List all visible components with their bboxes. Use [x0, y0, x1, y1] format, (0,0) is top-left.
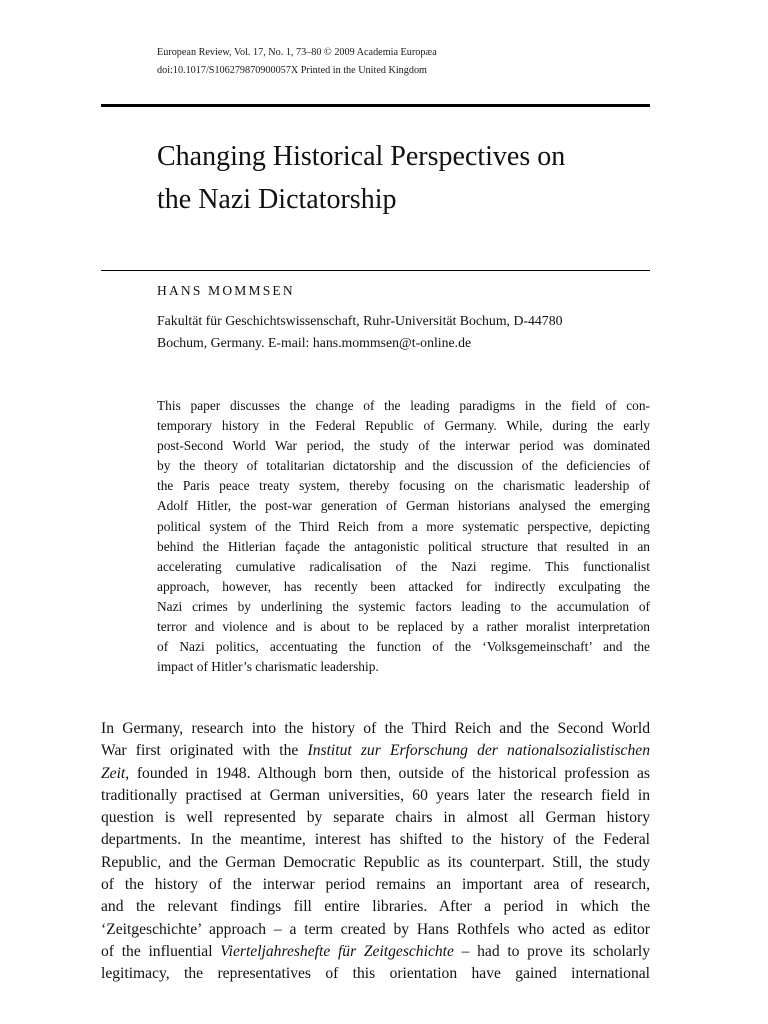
doi-line: doi:10.1017/S106279870900057X Printed in the United Kingdom [157, 65, 427, 76]
body-line [101, 740, 650, 762]
abstract-line: impact of Hitler’s charismatic leadership. [157, 659, 379, 675]
abstract-line: accelerating cumulative radicalisation of the Nazi regime. This functionalist [157, 558, 650, 574]
body-text-segment: of the influential [101, 942, 221, 960]
author-affiliation [157, 310, 563, 354]
abstract-line: by the theory of totalitarian dictatorship and the discussion of the deficiencies of [157, 458, 650, 474]
abstract-line: of Nazi politics, accentuating the function of the ‘Volksgemeinschaft’ and the [157, 639, 650, 655]
body-line: and the relevant findings fill entire libraries. After a period in which the [101, 898, 650, 916]
title-line: the Nazi Dictatorship [157, 184, 397, 215]
abstract-line: behind the Hitlerian façade the antagonistic political structure that resulted in an [157, 538, 650, 554]
title-line: Changing Historical Perspectives on [157, 141, 566, 172]
abstract-line: Nazi crimes by underlining the systemic factors leading to the accumulation of [157, 598, 650, 614]
body-line [101, 763, 650, 785]
abstract-line: temporary history in the Federal Republic of Germany. While, during the early [157, 418, 650, 434]
abstract [157, 396, 650, 677]
abstract-line: approach, however, has recently been attacked for indirectly exculpating the [157, 578, 650, 594]
article-title [157, 135, 650, 221]
affiliation-line: Bochum, Germany. E-mail: hans.mommsen@t-online.de [157, 335, 472, 350]
institute-name: Institut zur Erforschung der nationalsozialistischen [307, 742, 650, 760]
body-line: ‘Zeitgeschichte’ approach – a term created by Hans Rothfels who acted as editor [101, 920, 650, 938]
abstract-line: This paper discusses the change of the leading paradigms in the field of con- [157, 398, 650, 413]
body-text-segment: – had to prove its scholarly [453, 942, 650, 960]
citation-line: European Review, Vol. 17, No. 1, 73–80 © 2009 Academia Europæa [157, 47, 437, 58]
affiliation-line: Fakultät für Geschichtswissenschaft, Ruhr-Universität Bochum, D-44780 [157, 313, 563, 328]
abstract-line: the Paris peace treaty system, thereby focusing on the charismatic leadership of [157, 478, 650, 494]
body-line: traditionally practised at German universities, 60 years later the research field in [101, 786, 650, 804]
body-line [101, 941, 650, 963]
body-paragraph [101, 718, 650, 986]
header-rule [101, 104, 650, 107]
body-text-segment: War first originated with the [101, 742, 308, 760]
journal-header [157, 44, 437, 80]
institute-name-end: Zeit [101, 764, 126, 782]
body-line: question is well represented by separate chairs in almost all German history [101, 809, 650, 827]
abstract-line: post-Second World War period, the study of the interwar period was dominated [157, 438, 650, 454]
abstract-line: terror and violence and is about to be replaced by a rather moralist interpretation [157, 619, 650, 635]
abstract-line: Adolf Hitler, the post-war generation of German historians analysed the emerging [157, 498, 650, 514]
body-line: legitimacy, the representatives of this orientation have gained international [101, 965, 650, 983]
body-line: In Germany, research into the history of the Third Reich and the Second World [101, 720, 650, 737]
title-rule [101, 270, 650, 271]
body-line: Republic, and the German Democratic Republic as its counterpart. Still, the study [101, 853, 650, 871]
journal-name: Vierteljahreshefte für Zeitgeschichte [220, 942, 454, 960]
body-line: departments. In the meantime, interest has shifted to the history of the Federal [101, 831, 650, 849]
body-line: of the history of the interwar period remains an important area of research, [101, 876, 650, 894]
body-text-segment: , founded in 1948. Although born then, outside of the historical profession as [125, 764, 650, 782]
author-name: HANS MOMMSEN [157, 283, 295, 298]
abstract-line: political system of the Third Reich from a more systematic perspective, depicting [157, 518, 650, 534]
